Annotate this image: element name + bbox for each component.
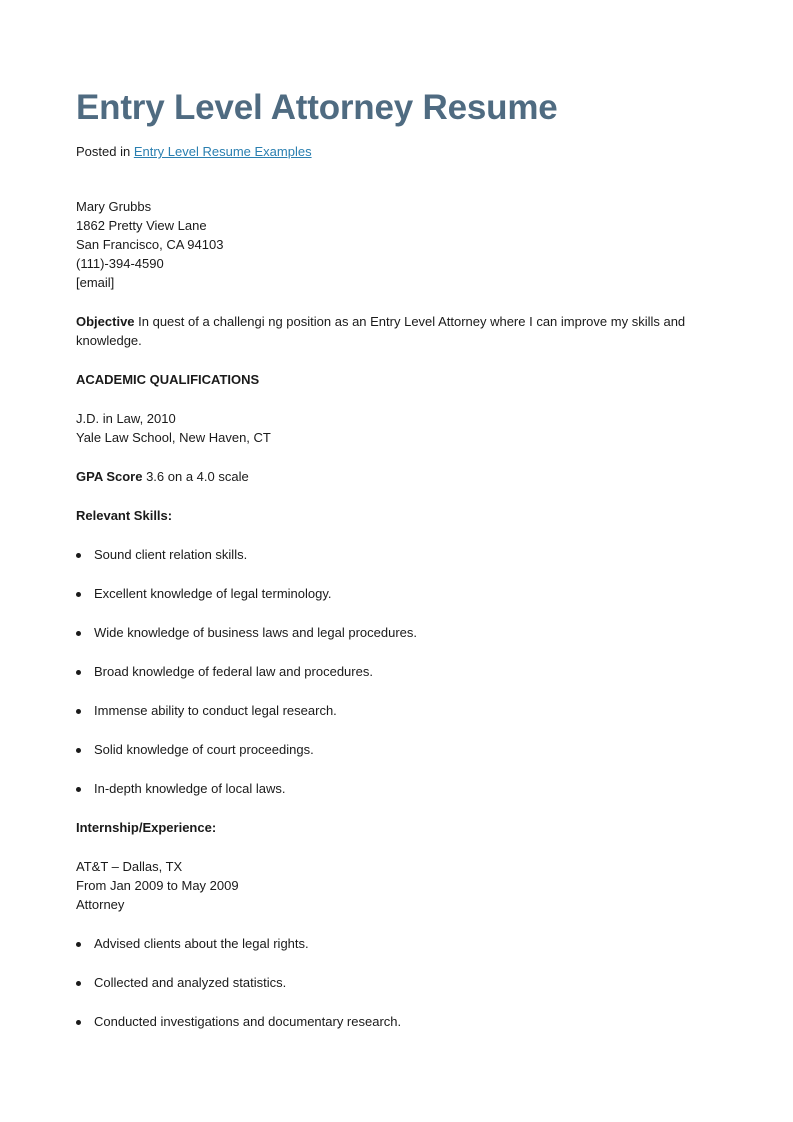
academic-degree: J.D. in Law, 2010	[76, 411, 176, 426]
skill-text: Wide knowledge of business laws and legal procedures.	[94, 625, 418, 640]
duty-text: Conducted investigations and documentary research.	[94, 1014, 402, 1029]
bullet-icon	[76, 709, 81, 714]
experience-role: Attorney	[76, 897, 125, 912]
experience-heading: Internship/Experience:	[76, 820, 217, 835]
contact-name: Mary Grubbs	[76, 199, 152, 214]
gpa-label: GPA Score	[76, 469, 143, 484]
gpa-line	[76, 467, 249, 486]
contact-street: 1862 Pretty View Lane	[76, 218, 207, 233]
skills-heading: Relevant Skills:	[76, 508, 173, 523]
posted-prefix: Posted in	[76, 144, 134, 159]
skill-text: Immense ability to conduct legal research.	[94, 703, 337, 718]
objective-paragraph	[76, 312, 706, 350]
objective-label: Objective	[76, 314, 135, 329]
bullet-icon	[76, 1020, 81, 1025]
duty-text: Collected and analyzed statistics.	[94, 975, 287, 990]
contact-city: San Francisco, CA 94103	[76, 237, 224, 252]
skill-text: In-depth knowledge of local laws.	[94, 781, 286, 796]
duty-text: Advised clients about the legal rights.	[94, 936, 309, 951]
skill-text: Excellent knowledge of legal terminology.	[94, 586, 332, 601]
experience-dates: From Jan 2009 to May 2009	[76, 878, 239, 893]
category-link[interactable]: Entry Level Resume Examples	[133, 144, 312, 159]
bullet-icon	[76, 670, 81, 675]
skill-text: Sound client relation skills.	[94, 547, 248, 562]
bullet-icon	[76, 592, 81, 597]
bullet-icon	[76, 981, 81, 986]
gpa-text: 3.6 on a 4.0 scale	[142, 469, 249, 484]
experience-company: AT&T – Dallas, TX	[76, 859, 183, 874]
contact-email: [email]	[76, 275, 115, 290]
contact-phone: (111)-394-4590	[76, 256, 164, 271]
objective-text: In quest of a challengi ng position as an Entry Level Attorney where I can improve my skills and knowledge.	[76, 314, 686, 348]
bullet-icon	[76, 787, 81, 792]
bullet-icon	[76, 748, 81, 753]
posted-in-line	[76, 144, 312, 159]
bullet-icon	[76, 942, 81, 947]
skill-text: Solid knowledge of court proceedings.	[94, 742, 314, 757]
bullet-icon	[76, 553, 81, 558]
academic-school: Yale Law School, New Haven, CT	[76, 430, 271, 445]
page-title: Entry Level Attorney Resume	[76, 88, 558, 127]
academic-heading: ACADEMIC QUALIFICATIONS	[76, 372, 260, 387]
bullet-icon	[76, 631, 81, 636]
skill-text: Broad knowledge of federal law and procedures.	[94, 664, 373, 679]
